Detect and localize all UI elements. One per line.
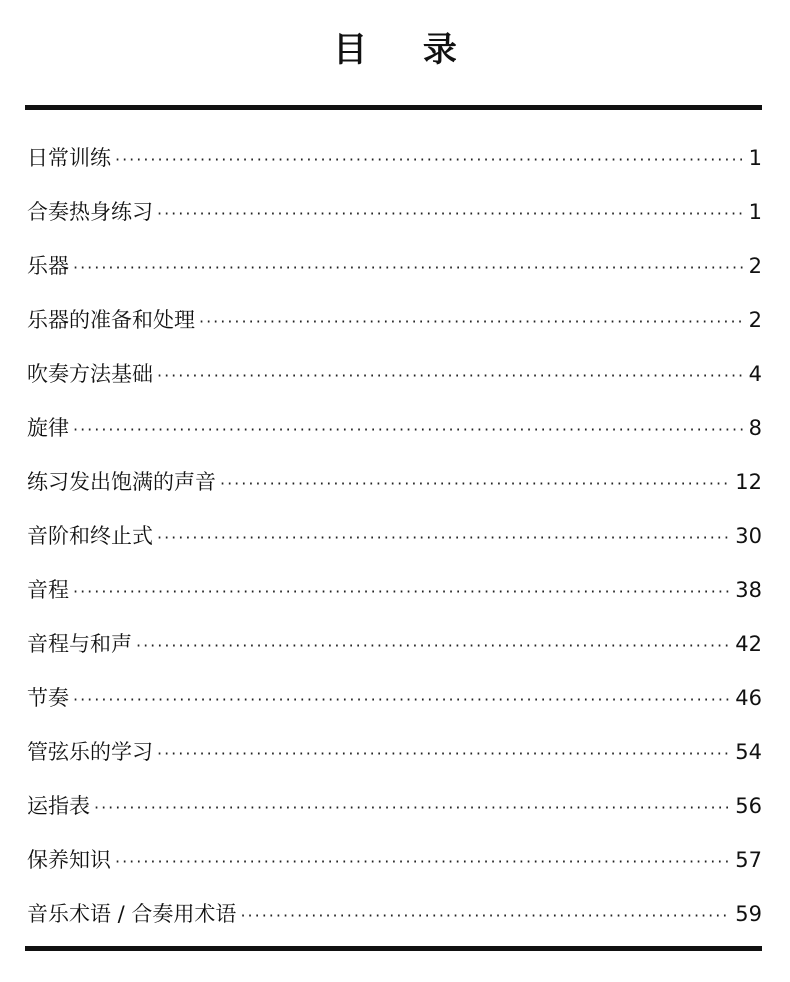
toc-entry-page: 2 xyxy=(748,308,762,332)
toc-entry-title: 保养知识 xyxy=(27,848,111,872)
toc-entry-title: 管弦乐的学习 xyxy=(27,740,153,764)
toc-entry-title: 音程 xyxy=(27,578,69,602)
toc-leader-dots xyxy=(240,889,731,943)
toc-leader-dots xyxy=(73,403,745,457)
toc-entry-page: 59 xyxy=(735,902,762,926)
toc-entry[interactable] xyxy=(27,563,762,617)
toc-entry-title: 日常训练 xyxy=(27,146,111,170)
toc-entry[interactable] xyxy=(27,887,762,941)
toc-entry[interactable] xyxy=(27,293,762,347)
toc-entry-title: 音程与和声 xyxy=(27,632,132,656)
toc-entry[interactable] xyxy=(27,617,762,671)
toc-entry-page: 56 xyxy=(735,794,762,818)
toc-entry-title: 合奏热身练习 xyxy=(27,200,153,224)
toc-leader-dots xyxy=(220,457,731,511)
toc-entry-title: 乐器的准备和处理 xyxy=(27,308,195,332)
toc-entry-title: 吹奏方法基础 xyxy=(27,362,153,386)
toc-entry[interactable] xyxy=(27,131,762,185)
toc-leader-dots xyxy=(136,619,731,673)
toc-entry[interactable] xyxy=(27,833,762,887)
toc-entry-title: 节奏 xyxy=(27,686,69,710)
toc-entry-page: 46 xyxy=(735,686,762,710)
toc-entry-page: 57 xyxy=(735,848,762,872)
toc-leader-dots xyxy=(157,187,745,241)
toc-leader-dots xyxy=(115,835,731,889)
table-of-contents xyxy=(27,131,762,941)
toc-entry[interactable] xyxy=(27,185,762,239)
toc-entry-page: 38 xyxy=(735,578,762,602)
toc-entry[interactable] xyxy=(27,401,762,455)
toc-leader-dots xyxy=(199,295,745,349)
toc-entry-title: 练习发出饱满的声音 xyxy=(27,470,216,494)
page-title: 目 录 xyxy=(333,30,479,70)
toc-entry-title: 旋律 xyxy=(27,416,69,440)
toc-entry-title: 运指表 xyxy=(27,794,90,818)
toc-leader-dots xyxy=(73,673,731,727)
toc-entry[interactable] xyxy=(27,455,762,509)
toc-entry[interactable] xyxy=(27,347,762,401)
toc-entry-title: 音乐术语 / 合奏用术语 xyxy=(27,902,237,926)
toc-entry-page: 30 xyxy=(735,524,762,548)
toc-entry-page: 12 xyxy=(735,470,762,494)
toc-leader-dots xyxy=(157,511,731,565)
toc-entry-title: 音阶和终止式 xyxy=(27,524,153,548)
toc-entry[interactable] xyxy=(27,725,762,779)
toc-entry[interactable] xyxy=(27,509,762,563)
toc-leader-dots xyxy=(157,349,745,403)
bottom-divider xyxy=(25,946,762,951)
toc-entry-title: 乐器 xyxy=(27,254,69,278)
toc-entry-page: 54 xyxy=(735,740,762,764)
toc-entry-page: 1 xyxy=(748,146,762,170)
toc-leader-dots xyxy=(115,133,745,187)
toc-entry-page: 42 xyxy=(735,632,762,656)
toc-leader-dots xyxy=(73,565,731,619)
toc-entry-page: 2 xyxy=(748,254,762,278)
toc-entry-page: 4 xyxy=(748,362,762,386)
toc-entry-page: 1 xyxy=(748,200,762,224)
toc-leader-dots xyxy=(157,727,731,781)
toc-entry-page: 8 xyxy=(748,416,762,440)
toc-entry[interactable] xyxy=(27,779,762,833)
toc-leader-dots xyxy=(94,781,731,835)
toc-entry[interactable] xyxy=(27,671,762,725)
toc-leader-dots xyxy=(73,241,745,295)
top-divider xyxy=(25,105,762,110)
toc-entry[interactable] xyxy=(27,239,762,293)
